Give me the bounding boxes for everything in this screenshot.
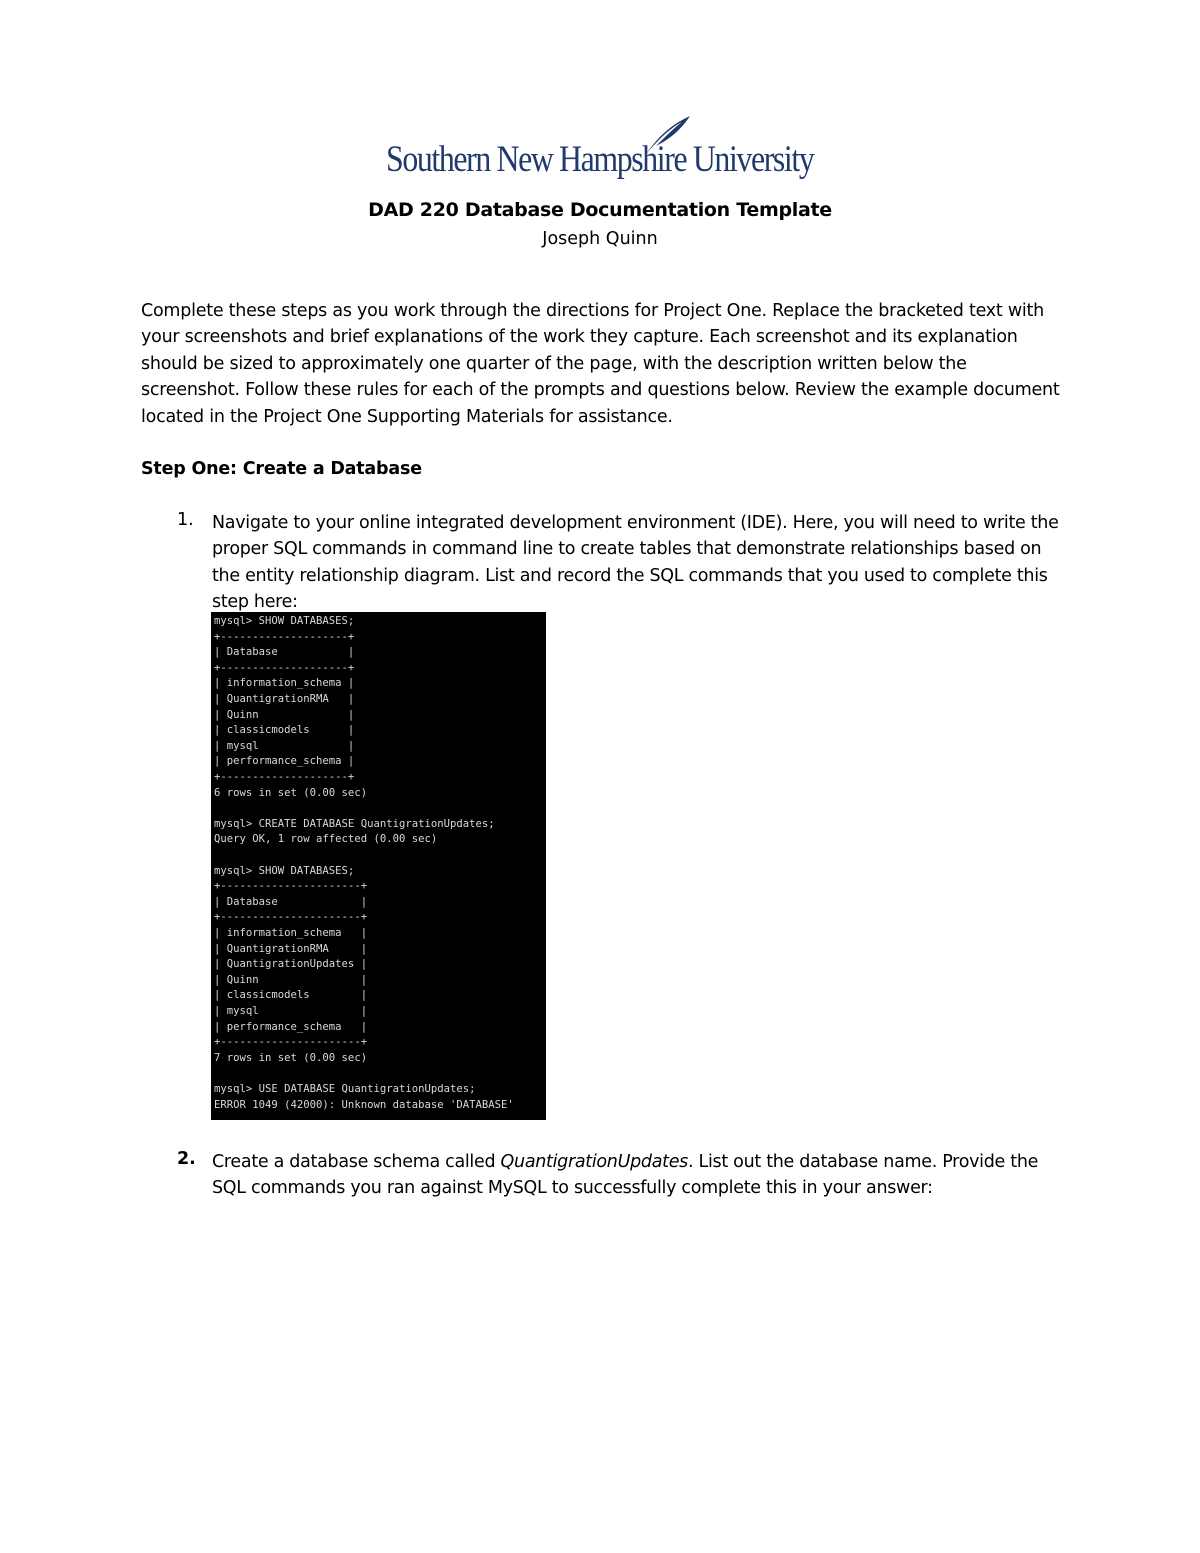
list-item-text-before: Create a database schema called [212,1152,501,1172]
terminal-line: mysql> SHOW DATABASES; [214,615,355,627]
list-item-text: Navigate to your online integrated development environment (IDE). Here, you will need to write the proper SQL commands in command line to create tables that demonstrate relationships based on the entity relationship diagram. List and record the SQL commands that you used to complete this step here: [212,513,1059,613]
document-author: Joseph Quinn [542,229,658,249]
schema-name: QuantigrationUpdates [500,1152,688,1172]
terminal-line: 6 rows in set (0.00 sec) [214,786,368,799]
terminal-line: | performance_schema | [214,1020,368,1033]
terminal-line: +--------------------+ [214,771,355,783]
terminal-line: | Quinn | [214,973,368,986]
intro-paragraph: Complete these steps as you work through the directions for Project One. Replace the bracketed text with your screenshots and brief explanations of the work they capture. Each screenshot and its explanation should be sized to approximately one quarter of the page, with the description written below the screenshot. Follow these rules for each of the prompts and questions below. Review the example document located in the Project One Supporting Materials for assistance. [141,301,1060,427]
university-logo [386,114,818,184]
list-item-text-after: . List out the database name. Provide the SQL commands you ran against MySQL to successfully complete this in your answer: [212,1152,1039,1199]
terminal-line: mysql> SHOW DATABASES; [214,864,355,877]
terminal-screenshot [211,612,546,1120]
terminal-line: mysql> USE DATABASE QuantigrationUpdates; [214,1083,476,1095]
terminal-line: +--------------------+ [214,630,355,643]
terminal-line: | Database | [214,895,368,908]
terminal-line: 7 rows in set (0.00 sec) [214,1051,368,1064]
terminal-line: | QuantigrationUpdates | [214,958,368,971]
terminal-line: | information_schema | [214,677,355,690]
terminal-line: | Quinn | [214,708,355,721]
terminal-line: | performance_schema | [214,755,355,768]
terminal-line: | QuantigrationRMA | [214,693,355,705]
terminal-line: | QuantigrationRMA | [214,942,368,955]
university-name: Southern New Hampshire University [386,139,814,180]
document-title: DAD 220 Database Documentation Template [368,199,832,221]
terminal-line: | mysql | [214,1005,368,1017]
terminal-line: +----------------------+ [214,1036,368,1049]
terminal-line: | classicmodels | [214,724,355,737]
terminal-line: mysql> CREATE DATABASE QuantigrationUpdates; [214,817,495,830]
terminal-line: | classicmodels | [214,989,368,1002]
terminal-line: ERROR 1049 (42000): Unknown database 'DATABASE' [214,1098,514,1111]
terminal-line: +----------------------+ [214,880,368,893]
terminal-line: Query OK, 1 row affected (0.00 sec) [214,833,438,846]
list-item-number: 1. [177,510,194,530]
terminal-line: | Database | [214,646,355,659]
step-one-heading: Step One: Create a Database [141,459,422,479]
terminal-line: +--------------------+ [214,661,355,674]
list-item-text [212,1149,1072,1202]
terminal-line: | information_schema | [214,927,368,939]
list-item-number: 2. [177,1149,196,1169]
terminal-line: +----------------------+ [214,911,368,924]
terminal-line: | mysql | [214,739,355,752]
